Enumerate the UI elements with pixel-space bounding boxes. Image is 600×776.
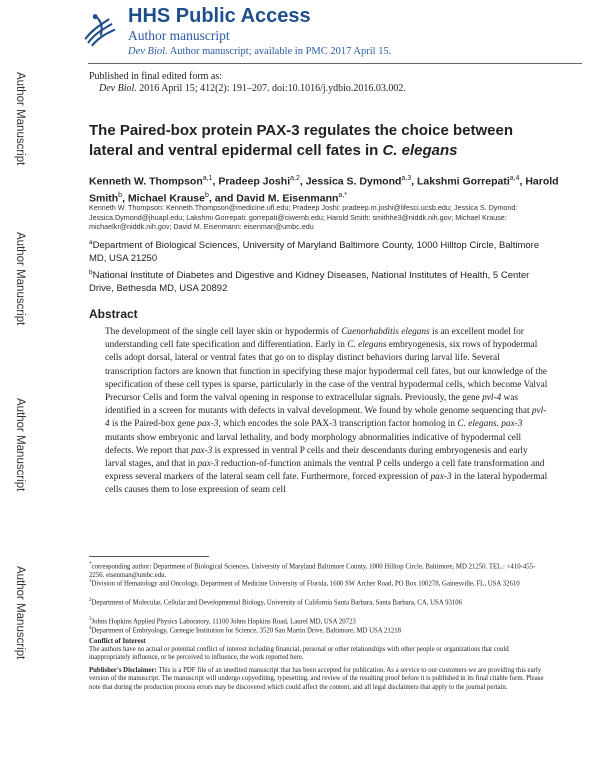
sidebar-label: Author Manuscript xyxy=(14,566,26,660)
abstract-text: in the lateral hypodermal cells causes them to lose expression of seam cell xyxy=(105,472,548,496)
footnote-corresponding: *corresponding author: Department of Biological Sciences, University of Maryland Baltimore County, 1000 Hilltop Circle, Baltimore, MD 21250. TEL.: +410-455-2256. eisenman@umbc.edu. xyxy=(89,562,536,579)
author-affiliation-marker: a,* xyxy=(338,191,347,199)
footnote-4: $^4$Department of Embryology, Carnegie Institution for Science, 3520 San Martin Drive, Baltimore, MD USA 21218 xyxy=(89,626,402,635)
conflict-heading: Conflict of Interest xyxy=(89,637,146,645)
pmc-citation: Dev Biol. Author manuscript; available in PMC 2017 April 15. xyxy=(128,46,392,57)
author-affiliation-marker: a,3 xyxy=(401,175,412,182)
abstract-text: mutants show embryonic and larval lethality, and body morphology abnormalities indicative of hypodermal cell defects. We report that xyxy=(105,432,522,456)
author-manuscript-subtitle: Author manuscript xyxy=(128,28,230,43)
author-name: David M. Eisenmann xyxy=(236,192,339,204)
abstract-italic-term: pax-3 xyxy=(197,419,219,430)
author-name: Kenneth W. Thompson xyxy=(89,175,203,188)
author-name: Pradeep Joshi xyxy=(218,175,291,188)
author-name: Lakshmi Gorrepati xyxy=(416,175,510,188)
author-emails: Kenneth W. Thompson: Kenneth.Thompson@medicine.ufl.edu; Pradeep Joshi: pradeep.m.joshi@lifesci.ucsb.edu; Jessica S. Dymond: Jessica.Dymond@jhuapl.edu; Lakshmi Gorrepati: gorrepati@ciwemb.edu; Harold Smith: smithhe3@niddk.nih.gov; Michael Krause: michaelkr@niddk.nih.gov; David M. Eisenmann: eisenman@umbc.edu xyxy=(89,203,518,231)
published-citation: Dev Biol. 2016 April 15; 412(2): 191–207. doi:10.1016/j.ydbio.2016.03.002. xyxy=(99,83,406,94)
abstract-italic-term: C. elegans xyxy=(347,340,387,351)
affiliation-b: $^b$National Institute of Diabetes and Digestive and Kidney Diseases, National Institutes of Health, 5 Center Drive, Bethesda MD, USA 20892 xyxy=(89,269,530,295)
abstract-text: reduction-of-function animals the ventral P cells undergo a cell fate transformation and express several markers of the lateral seam cell fate. Furthermore, forced expression of xyxy=(105,459,545,483)
author-affiliation-marker: a,4 xyxy=(509,175,520,182)
header-divider xyxy=(88,63,582,64)
author-affiliation-marker: a,2 xyxy=(290,175,300,182)
author-affiliation-marker: b xyxy=(204,191,209,199)
footnote-1: $^1$Division of Hematology and Oncology, Department of Medicine University of Florida, 1600 SW Archer Road, PO Box 100278, Gainesville, FL, USA 32610 xyxy=(89,579,520,588)
footnote-2: $^2$Department of Molecular, Cellular and Developmental Biology, University of California Santa Barbara, Santa Barbara, CA, USA 93106 xyxy=(89,598,463,607)
sidebar-label: Author Manuscript xyxy=(14,72,26,166)
conflict-text: The authors have no actual or potential conflict of interest including financial, personal or other relationships with other people or organizations that could inappropriately influence, or be perceived to influence, the work reported here. xyxy=(89,646,509,662)
publisher-disclaimer: Publisher's Disclaimer: This is a PDF file of an unedited manuscript that has been accepted for publication. As a service to our customers we are providing this early version of the manuscript. The manuscript will undergo copyediting, typesetting, and review of the resulting proof before it is published in its final citable form. Please note that during the production process errors may be discovered which could affect the content, and all legal disclaimers that apply to the journal pertain. xyxy=(89,667,544,691)
author-affiliation-marker: a,1 xyxy=(202,175,213,182)
footnote-3: $^3$Johns Hopkins Applied Physics Laboratory, 11100 Johns Hopkins Road, Laurel MD, USA 20723 xyxy=(89,617,356,626)
author-list: Kenneth W. Thompson$^{a,1}$, Pradeep Joshi$^{a,2}$, Jessica S. Dymond$^{a,3}$, Lakshmi Gorrepati$^{a,4}$, Harold Smith$^b$, Michael Krause$^b$, and David M. Eisenmann$^{a,*}$ xyxy=(89,175,559,204)
abstract-text: is an excellent model for understanding cell fate specification and differentiation. Early in xyxy=(105,327,524,351)
paper-title: The Paired-box protein PAX-3 regulates the choice between lateral and ventral epidermal cell fates in C. elegans xyxy=(89,122,513,159)
abstract-text: is the Paired-box gene xyxy=(109,419,198,430)
sidebar-label: Author Manuscript xyxy=(14,398,26,492)
author-name: Jessica S. Dymond xyxy=(305,175,402,188)
abstract-italic-term: pvl-4 xyxy=(482,393,502,404)
abstract-text: is expressed in ventral P cells and their descendants during embryogenesis and early larval stages, and that in xyxy=(105,445,528,470)
author-name: Harold Smith xyxy=(89,175,559,204)
author-affiliation-marker: b xyxy=(118,191,123,199)
published-in-label: Published in final edited form as: xyxy=(89,71,223,82)
abstract-italic-term: pax-3 xyxy=(197,459,219,470)
abstract-italic-term: Caenorhabditis elegans xyxy=(341,327,430,337)
affiliation-a: $^a$Department of Biological Sciences, University of Maryland Baltimore County, 1000 Hilltop Circle, Baltimore MD, USA 21250 xyxy=(89,239,540,265)
abstract-italic-term: pax-3 xyxy=(430,472,452,483)
abstract-text: embryogenesis, six rows of hypodermal cells adopt dorsal, lateral or ventral fates that go on to display distinct behaviors during larval life. Several transcription factors are known that function in specifying these major hypodermal cell fates, but our knowledge of the specification of these cell types is sparse, particularly in the case of the ventral hypodermal cells, which become Valval Precursor Cells and form the valval opening in response to extracellular signals. Previously, the gene xyxy=(105,340,548,404)
abstract-italic-term: C. elegans. pax-3 xyxy=(457,419,523,430)
abstract-text: , which encodes the sole PAX-3 transcription factor homolog in xyxy=(218,419,458,430)
abstract-text: The development of the single cell layer skin or hypodermis of xyxy=(105,327,342,337)
abstract-text: was identified in a screen for mutants with defects in valval development. We found by whole genome sequencing that xyxy=(105,393,532,417)
abstract-body xyxy=(105,326,549,498)
abstract-italic-term: pax-3 xyxy=(191,445,213,456)
sidebar-label: Author Manuscript xyxy=(14,232,26,326)
abstract-heading: Abstract xyxy=(89,307,138,321)
hhs-eagle-logo-icon xyxy=(80,10,118,48)
hhs-public-access-title: HHS Public Access xyxy=(128,5,311,27)
abstract-italic-term: pvl-4 xyxy=(105,406,547,430)
footnote-divider xyxy=(89,556,209,557)
author-name: Michael Krause xyxy=(127,192,205,204)
